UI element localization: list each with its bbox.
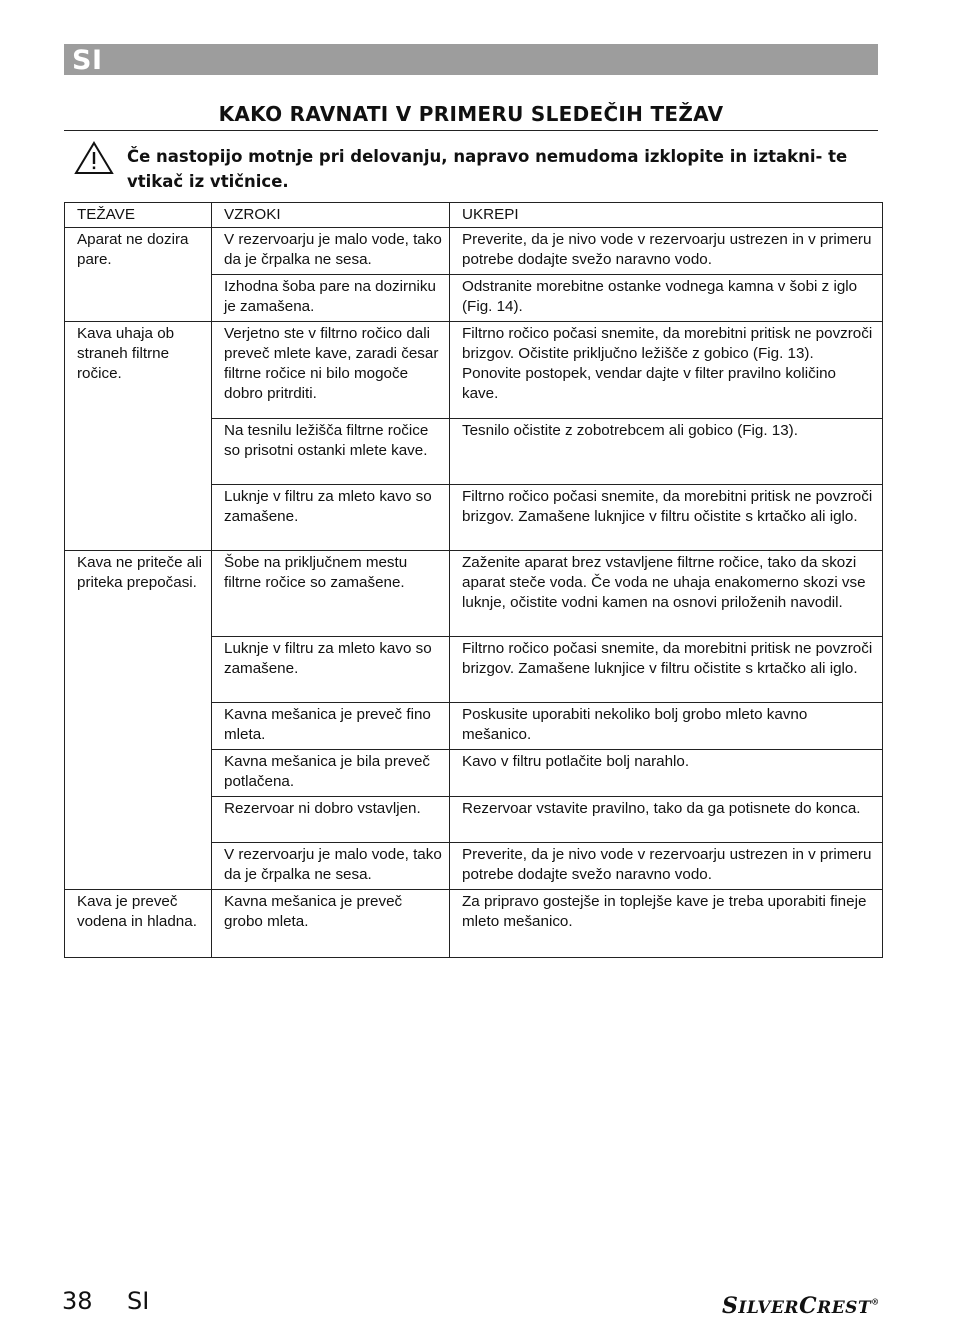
remedy-cell: Tesnilo očistite z zobotrebcem ali gobico (Fig. 13). <box>450 419 883 485</box>
table-row <box>65 322 883 419</box>
problem-cell: Kava ne priteče ali priteka prepočasi. <box>65 551 212 890</box>
remedy-cell: Odstranite morebitne ostanke vodnega kamna v šobi z iglo (Fig. 14). <box>450 275 883 322</box>
warning-triangle-icon <box>74 141 114 175</box>
remedy-cell: Poskusite uporabiti nekoliko bolj grobo mleto kavno mešanico. <box>450 703 883 750</box>
cause-cell: Verjetno ste v filtrno ročico dali preveč mlete kave, zaradi česar filtrne ročice ni bilo mogoče dobro pritrditi. <box>212 322 450 419</box>
cause-cell: Šobe na priključnem mestu filtrne ročice so zamašene. <box>212 551 450 637</box>
remedy-cell: Rezervoar vstavite pravilno, tako da ga potisnete do konca. <box>450 797 883 843</box>
cause-cell: Luknje v filtru za mleto kavo so zamašene. <box>212 485 450 551</box>
table-row <box>65 890 883 958</box>
column-header-remedies: UKREPI <box>450 203 883 228</box>
table-row <box>65 551 883 637</box>
warning-text: Če nastopijo motnje pri delovanju, napravo nemudoma izklopite in iztakni- te vtikač iz vtičnice. <box>127 147 848 191</box>
troubleshooting-table <box>64 202 883 958</box>
column-header-causes: VZROKI <box>212 203 450 228</box>
problem-cell: Kava uhaja ob straneh filtrne ročice. <box>65 322 212 551</box>
cause-cell: Kavna mešanica je preveč fino mleta. <box>212 703 450 750</box>
cause-cell: V rezervoarju je malo vode, tako da je črpalka ne sesa. <box>212 228 450 275</box>
cause-cell: Kavna mešanica je preveč grobo mleta. <box>212 890 450 958</box>
language-code: SI <box>72 45 103 76</box>
problem-cell: Kava je preveč vodena in hladna. <box>65 890 212 958</box>
table-header-row <box>65 203 883 228</box>
footer-language-code: SI <box>127 1287 150 1315</box>
remedy-cell: Preverite, da je nivo vode v rezervoarju ustrezen in v primeru potrebe dodajte svežo naravno vodo. <box>450 228 883 275</box>
remedy-cell: Zaženite aparat brez vstavljene filtrne ročice, tako da skozi aparat steče voda. Če voda ne uhaja enakomerno skozi vse luknje, očistite vodni kamen na osnovi priloženih navodil. <box>450 551 883 637</box>
cause-cell: Na tesnilu ležišča filtrne ročice so prisotni ostanki mlete kave. <box>212 419 450 485</box>
cause-cell: Kavna mešanica je bila preveč potlačena. <box>212 750 450 797</box>
brand-logo: SILVERCREST® <box>722 1293 880 1319</box>
cause-cell: Luknje v filtru za mleto kavo so zamašene. <box>212 637 450 703</box>
cause-cell: Izhodna šoba pare na dozirniku je zamašena. <box>212 275 450 322</box>
remedy-cell: Filtrno ročico počasi snemite, da morebitni pritisk ne povzroči brizgov. Očistite priključno ležišče z gobico (Fig. 13). Ponovite postopek, vendar dajte v filter pravilno količino kave. <box>450 322 883 419</box>
problem-cell: Aparat ne dozira pare. <box>65 228 212 322</box>
column-header-problems: TEŽAVE <box>65 203 212 228</box>
table-row <box>65 228 883 275</box>
language-header-bar <box>64 44 878 75</box>
cause-cell: Rezervoar ni dobro vstavljen. <box>212 797 450 843</box>
remedy-cell: Preverite, da je nivo vode v rezervoarju ustrezen in v primeru potrebe dodajte svežo naravno vodo. <box>450 843 883 890</box>
section-title: KAKO RAVNATI V PRIMERU SLEDEČIH TEŽAV <box>218 102 724 126</box>
page-number: 38 <box>62 1287 93 1315</box>
title-divider <box>64 130 878 131</box>
remedy-cell: Kavo v filtru potlačite bolj narahlo. <box>450 750 883 797</box>
remedy-cell: Za pripravo gostejše in toplejše kave je treba uporabiti fineje mleto mešanico. <box>450 890 883 958</box>
remedy-cell: Filtrno ročico počasi snemite, da morebitni pritisk ne povzroči brizgov. Zamašene luknjice v filtru očistite s krtačko ali iglo. <box>450 485 883 551</box>
cause-cell: V rezervoarju je malo vode, tako da je črpalka ne sesa. <box>212 843 450 890</box>
remedy-cell: Filtrno ročico počasi snemite, da morebitni pritisk ne povzroči brizgov. Zamašene luknjice v filtru očistite s krtačko ali iglo. <box>450 637 883 703</box>
